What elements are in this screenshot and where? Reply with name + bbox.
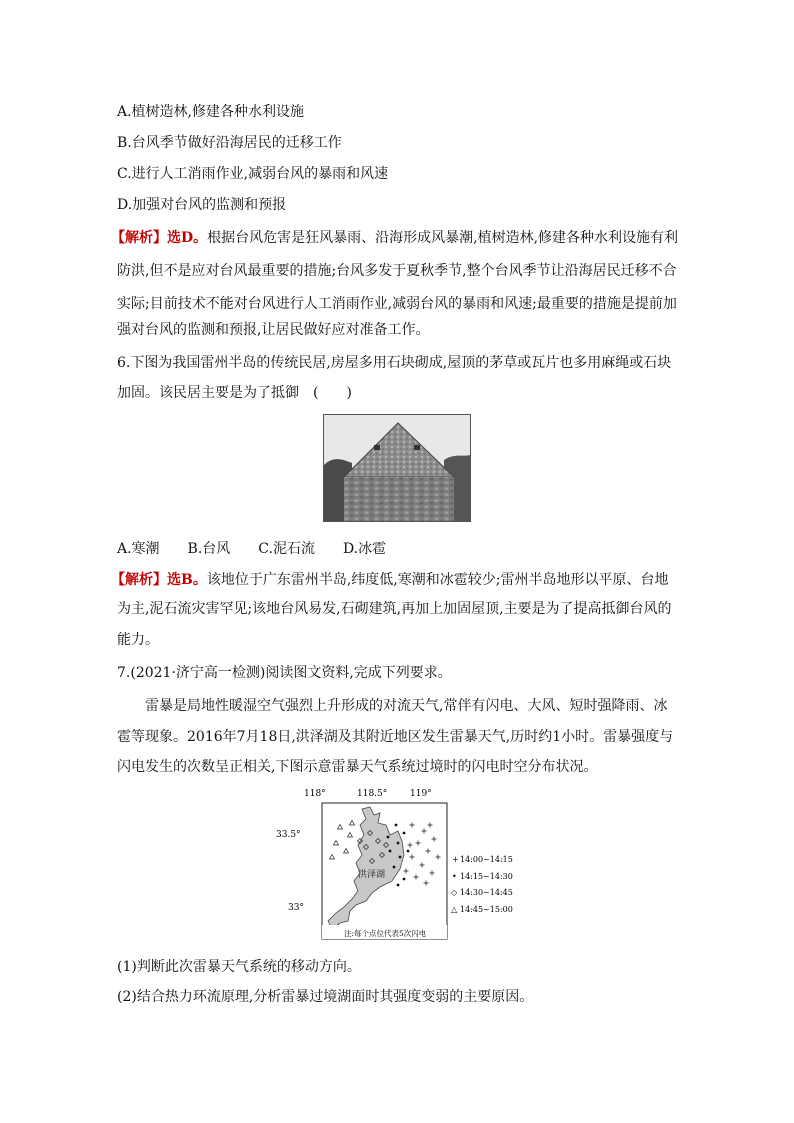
legend-symbol: △ [451, 905, 458, 914]
question-6-options: A.寒潮 B.台风 C.泥石流 D.冰雹 [117, 541, 387, 557]
analysis-5-line-1 [111, 228, 678, 248]
dot-mark [397, 884, 400, 887]
option-5b: B.台风季节做好沿海居民的迁移工作 [117, 135, 342, 151]
lon-label: 118° [304, 789, 326, 799]
question-7-line-2: 雹等现象。2016年7月18日,洪泽湖及其附近地区发生雷暴天气,历时约1小时。雷暴强度与 [117, 729, 674, 745]
question-6-line-2: 加固。该民居主要是为了抵御 ( ) [117, 385, 352, 401]
analysis-5-line-4: 强对台风的监测和预报,让居民做好应对准备工作。 [117, 322, 430, 338]
option-5c: C.进行人工消雨作业,减弱台风的暴雨和风速 [117, 166, 389, 182]
lat-label: 33.5° [276, 830, 301, 840]
analysis-tag: 【解析】选D。 [111, 230, 208, 246]
dot-mark [389, 850, 392, 853]
dot-mark [399, 856, 402, 859]
dot-mark [407, 850, 410, 853]
map-note: 注:每个点位代表5次闪电 [344, 929, 427, 938]
dot-mark [403, 878, 406, 881]
legend-symbol: ◇ [451, 888, 458, 897]
map-legend [451, 855, 513, 914]
analysis-text: 该地位于广东雷州半岛,纬度低,寒潮和冰雹较少;雷州半岛地形以平原、台地 [206, 572, 669, 588]
dot-mark [403, 832, 406, 835]
lat-label: 33° [288, 903, 304, 913]
legend-label: 14:00~14:15 [460, 855, 513, 864]
legend-symbol: • [452, 872, 457, 881]
question-7-sub-1: (1)判断此次雷暴天气系统的移动方向。 [117, 959, 361, 975]
legend-label: 14:15~14:30 [460, 872, 513, 881]
analysis-6-line-3: 能力。 [117, 632, 159, 648]
dot-mark [397, 842, 400, 845]
dot-mark [395, 824, 398, 827]
option-5a: A.植树造林,修建各种水利设施 [117, 104, 305, 120]
lon-label: 119° [410, 789, 432, 799]
question-7-line-1: 雷暴是局地性暖湿空气强烈上升形成的对流天气,常伴有闪电、大风、短时强降雨、冰 [117, 698, 668, 714]
analysis-text: 根据台风危害是狂风暴雨、沿海形成风暴潮,植树造林,修建各种水利设施有利 [207, 230, 679, 246]
stone-house-photo [323, 414, 471, 522]
analysis-5-line-2: 防洪,但不是应对台风最重要的措施;台风多发于夏秋季节,整个台风季节让沿海居民迁移不合 [117, 263, 677, 279]
legend-label: 14:30~14:45 [460, 888, 513, 897]
question-7-header: 7.(2021·济宁高一检测)阅读图文资料,完成下列要求。 [117, 665, 452, 681]
analysis-tag: 【解析】选B。 [111, 572, 207, 588]
dot-mark [387, 836, 390, 839]
question-6-line-1: 6.下图为我国雷州半岛的传统民居,房屋多用石块砌成,屋顶的茅草或瓦片也多用麻绳或石块 [117, 355, 672, 371]
question-7-sub-2: (2)结合热力环流原理,分析雷暴过境湖面时其强度变弱的主要原因。 [117, 989, 534, 1005]
question-7-line-3: 闪电发生的次数呈正相关,下图示意雷暴天气系统过境时的闪电时空分布状况。 [117, 759, 598, 775]
option-5d: D.加强对台风的监测和预报 [117, 197, 287, 213]
analysis-6-line-2: 为主,泥石流灾害罕见;该地台风易发,石砌建筑,再加上加固屋顶,主要是为了提高抵御台风的 [117, 601, 672, 617]
analysis-6-line-1 [111, 570, 668, 590]
lightning-map [276, 785, 525, 943]
lon-label: 118.5° [357, 789, 388, 799]
legend-label: 14:45~15:00 [460, 905, 513, 914]
lake-label: 洪泽湖 [358, 870, 386, 880]
legend-symbol: + [452, 855, 459, 864]
dot-mark [393, 866, 396, 869]
analysis-5-line-3: 实际;目前技术不能对台风进行人工消雨作业,减弱台风的暴雨和风速;最重要的措施是提前加 [117, 296, 677, 312]
